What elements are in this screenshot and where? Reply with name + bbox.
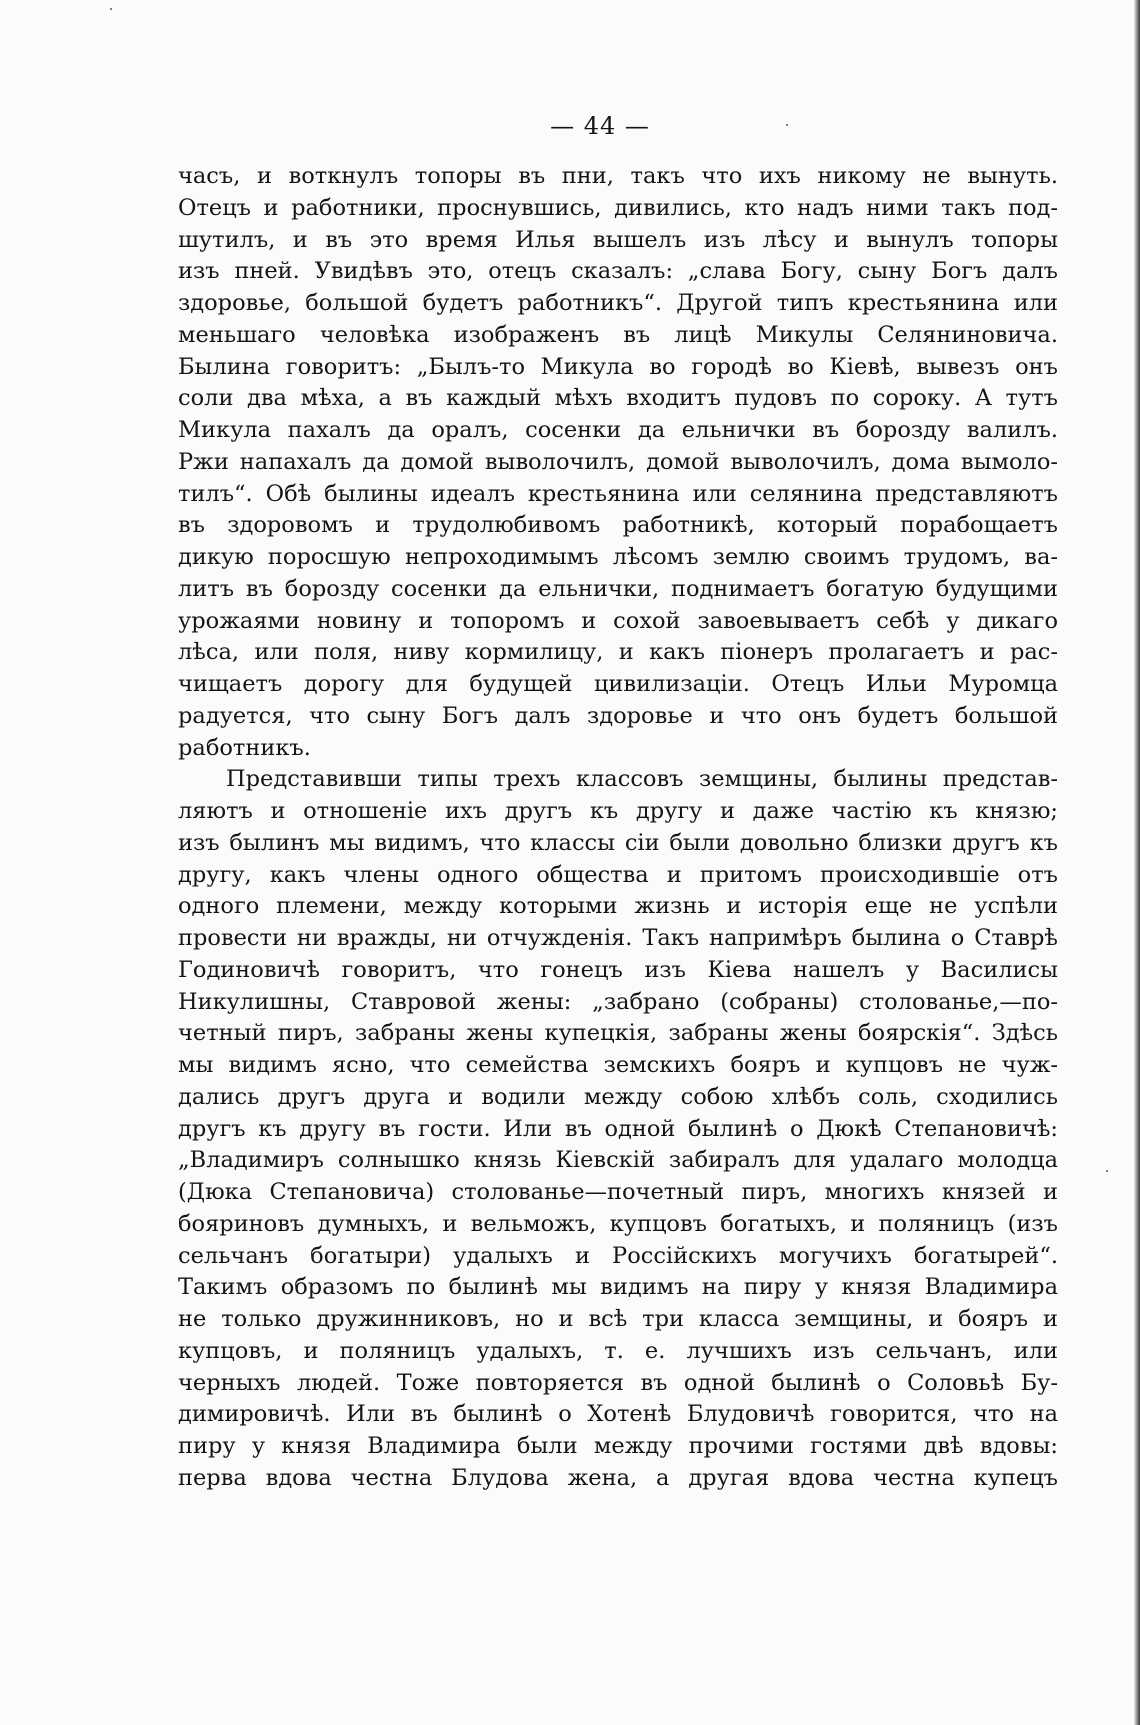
text-line: одного племени, между которыми жизнь и исторiя еще не успѣли	[178, 893, 1058, 920]
text-line: не только дружинниковъ, но и всѣ три класса земщины, и бояръ и	[178, 1306, 1058, 1332]
text-line: „Владимиръ солнышко князь Кiевскiй забиралъ для удалаго молодца	[178, 1147, 1058, 1174]
text-line: ляютъ и отношенiе ихъ другъ къ другу и даже частiю къ князю;	[178, 798, 1058, 824]
print-speck	[1106, 1170, 1108, 1172]
text-line: радуется, что сыну Богъ далъ здоровье и что онъ будетъ большой	[178, 702, 1058, 729]
text-line: въ здоровомъ и трудолюбивомъ работникѣ, который порабощаетъ	[178, 512, 1058, 539]
paragraph	[178, 764, 1058, 1494]
text-line: Представивши типы трехъ классовъ земщины, былины представ-	[226, 766, 1058, 793]
text-line: изъ пней. Увидѣвъ это, отецъ сказалъ: „слава Богу, сыну Богъ далъ	[178, 258, 1058, 285]
text-line: купцовъ, и поляницъ удалыхъ, т. е. лучшихъ изъ сельчанъ, или	[178, 1337, 1058, 1364]
text-line: работникъ.	[178, 734, 311, 761]
text-line: Микула пахалъ да оралъ, сосенки да ельнички въ борозду валилъ.	[178, 417, 1058, 443]
text-line: сельчанъ богатыри) удалыхъ и Россiйскихъ могучихъ богатырей“.	[178, 1242, 1058, 1269]
text-line: лѣса, или поля, ниву кормилицу, и какъ пiонеръ пролагаетъ и рас-	[178, 639, 1058, 666]
text-line: Годиновичѣ говоритъ, что гонецъ изъ Кiева нашелъ у Василисы	[178, 956, 1058, 983]
text-line: димировичѣ. Или въ былинѣ о Хотенѣ Блудовичѣ говорится, что на	[178, 1401, 1058, 1428]
text-line: Былина говоритъ: „Былъ-то Микула во городѣ во Кiевѣ, вывезъ онъ	[178, 353, 1058, 380]
page-edge-shadow	[1134, 0, 1140, 1725]
text-line: перва вдова честна Блудова жена, а другая вдова честна купецъ	[178, 1464, 1058, 1491]
text-line: другъ къ другу въ гости. Или въ одной былинѣ о Дюкѣ Степановичѣ:	[178, 1115, 1058, 1142]
text-line: провести ни вражды, ни отчужденiя. Такъ напримѣръ былина о Ставрѣ	[178, 925, 1058, 951]
paragraph	[178, 161, 1058, 764]
text-line: часъ, и воткнулъ топоры въ пни, такъ что ихъ никому не вынуть.	[178, 163, 1058, 189]
text-line: черныхъ людей. Тоже повторяется въ одной былинѣ о Соловьѣ Бу-	[178, 1369, 1058, 1396]
text-line: здоровье, большой будетъ работникъ“. Другой типъ крестьянина или	[178, 290, 1058, 316]
text-line: шутилъ, и въ это время Илья вышелъ изъ лѣсу и вынулъ топоры	[178, 226, 1058, 253]
text-line: чищаетъ дорогу для будущей цивилизацiи. Отецъ Ильи Муромца	[178, 671, 1058, 697]
text-line: Такимъ образомъ по былинѣ мы видимъ на пиру у князя Владимира	[178, 1274, 1058, 1301]
text-line: Ржи напахалъ да домой выволочилъ, домой выволочилъ, дома вымоло-	[178, 448, 1058, 475]
text-line: пиру у князя Владимира были между прочими гостями двѣ вдовы:	[178, 1433, 1058, 1459]
print-speck	[110, 8, 112, 10]
text-line: меньшаго человѣка изображенъ въ лицѣ Микулы Селяниновича.	[178, 321, 1058, 348]
text-line: бояриновъ думныхъ, и вельможъ, купцовъ богатыхъ, и поляницъ (изъ	[178, 1210, 1058, 1237]
text-line: четный пиръ, забраны жены купецкiя, забраны жены боярскiя“. Здѣсь	[178, 1020, 1058, 1047]
text-line: другу, какъ члены одного общества и притомъ происходившiе отъ	[178, 861, 1058, 888]
text-line: соли два мѣха, а въ каждый мѣхъ входитъ пудовъ по сороку. А тутъ	[178, 385, 1058, 412]
text-line: литъ въ борозду сосенки да ельнички, поднимаетъ богатую будущими	[178, 575, 1058, 602]
page-number: — 44 —	[550, 112, 650, 140]
text-line: мы видимъ ясно, что семейства земскихъ бояръ и купцовъ не чуж-	[178, 1052, 1058, 1078]
text-line: урожаями новину и топоромъ и сохой завоевываетъ себѣ у дикаго	[178, 607, 1058, 634]
text-line: изъ былинъ мы видимъ, что классы сiи были довольно близки другъ къ	[178, 829, 1058, 856]
text-line: Отецъ и работники, проснувшись, дивились, кто надъ ними такъ под-	[178, 194, 1058, 221]
body-text	[178, 161, 1058, 1495]
text-line: дались другъ друга и водили между собою хлѣбъ соль, сходились	[178, 1083, 1058, 1110]
text-line: дикую поросшую непроходимымъ лѣсомъ землю своимъ трудомъ, ва-	[178, 544, 1058, 570]
text-line: (Дюка Степановича) столованье—почетный пиръ, многихъ князей и	[178, 1179, 1058, 1205]
text-line: Никулишны, Ставровой жены: „забрано (собраны) столованье,—по-	[178, 988, 1058, 1015]
text-line: тилъ“. Обѣ былины идеалъ крестьянина или селянина представляютъ	[178, 480, 1058, 507]
